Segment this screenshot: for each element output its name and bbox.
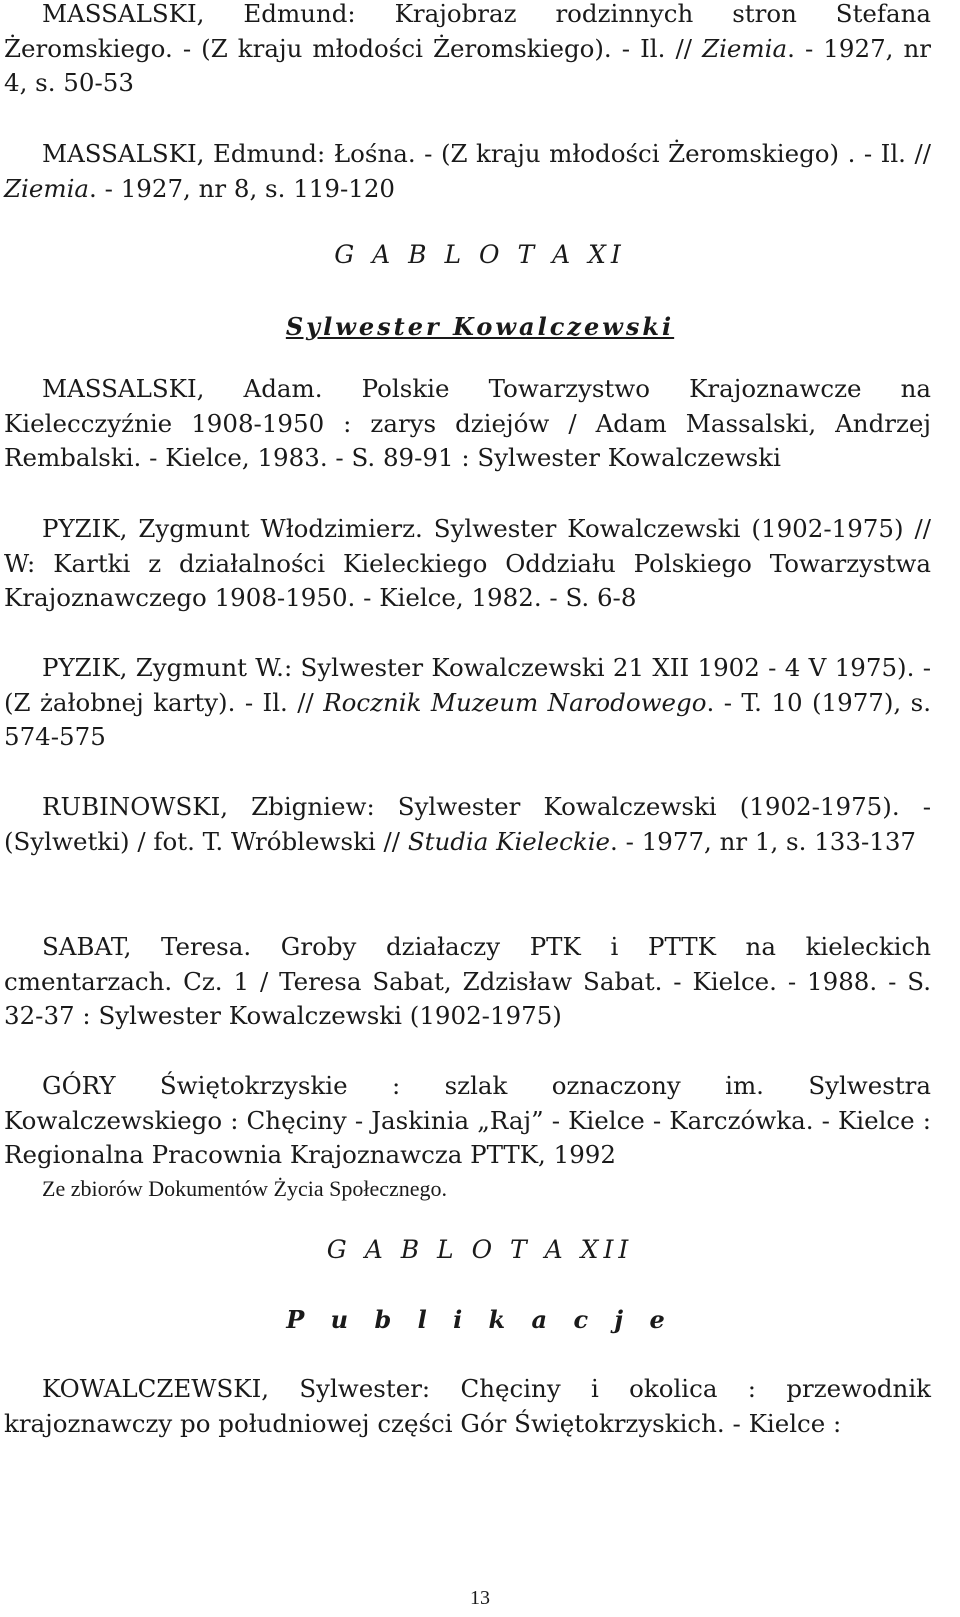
bib-entry-sabat	[4, 930, 931, 1034]
entry-text: . - 1927, nr 8, s. 119-120	[89, 173, 396, 203]
bib-entry-kowalczewski-checiny	[4, 1372, 931, 1441]
entry-text: MASSALSKI, Edmund: Łośna. - (Z kraju młodości Żeromskiego) . - Il. //	[42, 139, 931, 168]
journal-title: Ziemia	[702, 33, 788, 63]
bib-entry-massalski-krajobraz	[4, 0, 931, 101]
bib-entry-rubinowski	[4, 790, 931, 859]
entry-text: PYZIK, Zygmunt W.: Sylwester Kowalczewski 21 XII 1902 - 4 V 1975). - (Z żałobnej karty). - Il. //	[4, 653, 931, 717]
entry-text: RUBINOWSKI, Zbigniew: Sylwester Kowalczewski (1902-1975). - (Sylwetki) / fot. T. Wróblewski //	[4, 792, 931, 856]
journal-title: Rocznik Muzeum Narodowego	[323, 687, 707, 717]
page-number: 13	[470, 1587, 490, 1609]
bib-entry-gory-swietokrzyskie	[4, 1069, 931, 1173]
entry-text: SABAT, Teresa. Groby działaczy PTK i PTTK na kieleckich cmentarzach. Cz. 1 / Teresa Sabat, Zdzisław Sabat. - Kielce. - 1988. - S. 32-37 : Sylwester Kowalczewski (1902-1975)	[4, 932, 931, 1030]
heading-sylwester-kowalczewski: Sylwester Kowalczewski	[285, 312, 675, 341]
journal-title: Studia Kieleckie	[407, 826, 611, 856]
entry-text: . - 1977, nr 1, s. 133-137	[610, 826, 917, 856]
bib-entry-massalski-ptk	[4, 372, 931, 476]
bib-entry-massalski-losna	[4, 137, 931, 206]
entry-text: GÓRY Świętokrzyskie : szlak oznaczony im. Sylwestra Kowalczewskiego : Chęciny - Jaskinia „Raj” - Kielce - Karczówka. - Kielce : Regionalna Pracownia Krajoznawcza PTTK, 1992	[4, 1071, 931, 1169]
heading-publikacje: P u b l i k a c j e	[286, 1305, 674, 1334]
bib-entry-pyzik-rocznik	[4, 651, 931, 755]
entry-text: KOWALCZEWSKI, Sylwester: Chęciny i okolica : przewodnik krajoznawczy po południowej części Gór Świętokrzyskich. - Kielce :	[4, 1374, 931, 1438]
heading-gablota-xii: G A B L O T A XII	[326, 1235, 634, 1264]
bib-entry-pyzik-kartki	[4, 512, 931, 616]
collection-note: Ze zbiorów Dokumentów Życia Społecznego.	[42, 1176, 448, 1201]
entry-text: . - T. 10 (1977), s. 574-575	[4, 687, 932, 751]
heading-gablota-xi: G A B L O T A XI	[334, 240, 626, 269]
journal-title: Ziemia	[4, 173, 90, 203]
entry-text: . - 1927, nr 4, s. 50-53	[4, 33, 931, 97]
entry-text: MASSALSKI, Adam. Polskie Towarzystwo Krajoznawcze na Kielecczyźnie 1908-1950 : zarys dziejów / Adam Massalski, Andrzej Rembalski. - Kielce, 1983. - S. 89-91 : Sylwester Kowalczewski	[4, 374, 931, 472]
entry-text: MASSALSKI, Edmund: Krajobraz rodzinnych stron Stefana Żeromskiego. - (Z kraju młodości Żeromskiego). - Il. //	[4, 0, 931, 63]
entry-text: PYZIK, Zygmunt Włodzimierz. Sylwester Kowalczewski (1902-1975) // W: Kartki z działalności Kieleckiego Oddziału Polskiego Towarzystwa Krajoznawczego 1908-1950. - Kielce, 1982. - S. 6-8	[4, 514, 931, 612]
